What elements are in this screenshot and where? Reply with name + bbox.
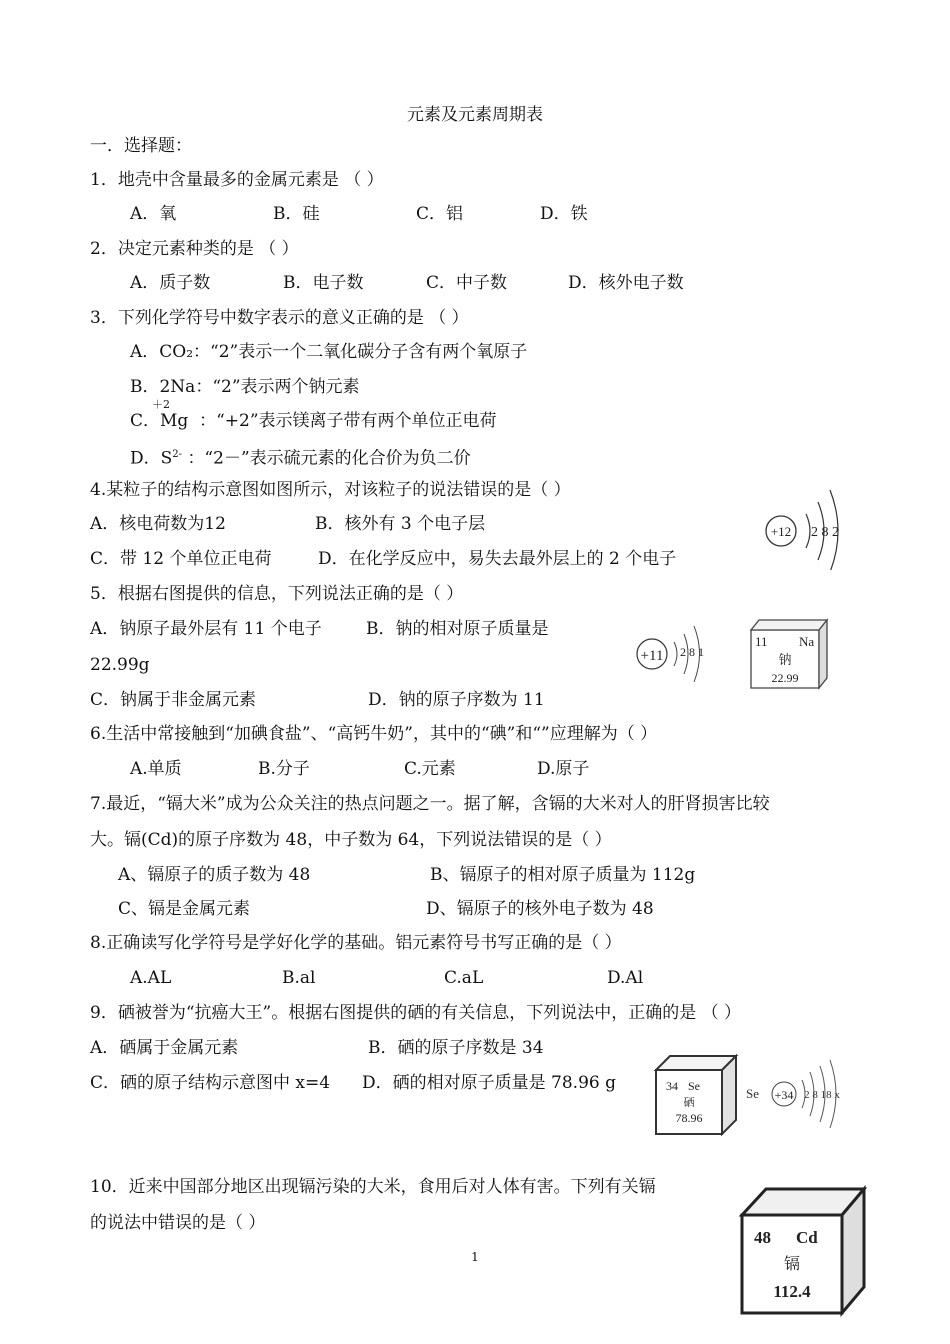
q3-c-superscript: ＋2 <box>152 398 170 411</box>
q8-option-d: D.Al <box>607 968 644 988</box>
q1-option-c: C．铝 <box>416 204 464 224</box>
q6-stem: 6.生活中常接触到“加碘食盐”、“高钙牛奶”，其中的“碘”和“”应理解为（ ） <box>90 724 658 744</box>
q10-element-symbol: Cd <box>796 1228 818 1247</box>
q8-option-a: A.AL <box>130 968 172 988</box>
q3-a-text: “2”表示一个二氧化碳分子含有两个氧原子 <box>210 342 528 362</box>
q5-shell-electrons: 2 8 1 <box>680 645 704 659</box>
q4-option-a: A．核电荷数为12 <box>90 514 226 534</box>
q7-option-c: C、镉是金属元素 <box>118 899 251 919</box>
q9-option-b: B．硒的原子序数是 34 <box>368 1038 544 1058</box>
q10-stem-line2: 的说法中错误的是（ ） <box>90 1213 266 1233</box>
q4-atom-structure-diagram <box>758 478 858 570</box>
q9-option-a: A．硒属于金属元素 <box>90 1038 239 1058</box>
q4-shell-electrons: 2 8 2 <box>811 525 839 540</box>
q5-option-d: D．钠的原子序数为 11 <box>368 690 545 710</box>
q9-shell-electrons: 2 8 18 x <box>804 1089 840 1101</box>
q6-option-a: A.单质 <box>130 759 182 779</box>
q9-atom-symbol: Se <box>746 1086 759 1101</box>
q5-element-name: 钠 <box>778 653 792 668</box>
q1-option-a: A．氧 <box>130 204 177 224</box>
q9-stem: 9．硒被誉为“抗癌大王”。根据右图提供的硒的有关信息，下列说法中，正确的是 （ ） <box>90 1003 742 1023</box>
q2-option-c: C．中子数 <box>426 273 508 293</box>
q1-option-b: B．硅 <box>273 204 320 224</box>
q10-atomic-number: 48 <box>754 1228 771 1247</box>
q9-option-d: D．硒的相对原子质量是 78.96 g <box>362 1073 616 1093</box>
q2-option-a: A．质子数 <box>130 273 211 293</box>
q1-stem: 1．地壳中含量最多的金属元素是 （ ） <box>90 170 384 190</box>
q7-option-b: B、镉原子的相对原子质量为 112g <box>430 865 696 885</box>
q3-a-symbol: A．CO₂： <box>130 342 211 362</box>
q9-atomic-number: 34 <box>666 1079 678 1093</box>
q5-option-b: B．钠的相对原子质量是 <box>366 619 549 639</box>
q3-d-superscript: 2- <box>172 449 183 460</box>
q3-c-symbol: C．Mg <box>130 411 189 431</box>
q6-option-d: D.原子 <box>537 759 590 779</box>
q1-option-d: D．铁 <box>540 204 588 224</box>
q9-element-symbol: Se <box>688 1079 700 1093</box>
q5-element-symbol: Na <box>799 634 815 649</box>
page-number: 1 <box>471 1250 479 1264</box>
q7-option-a: A、镉原子的质子数为 48 <box>118 865 311 885</box>
q10-atomic-mass: 112.4 <box>773 1282 811 1301</box>
q5-atomic-number: 11 <box>755 634 768 649</box>
q2-option-d: D．核外电子数 <box>568 273 684 293</box>
q2-stem: 2．决定元素种类的是 （ ） <box>90 239 299 259</box>
q9-element-name: 硒 <box>683 1096 695 1109</box>
q7-option-d: D、镉原子的核外电子数为 48 <box>426 899 654 919</box>
q3-option-a <box>130 341 527 363</box>
q9-nucleus-label: +34 <box>774 1088 794 1102</box>
q9-option-c: C．硒的原子结构示意图中 x=4 <box>90 1073 331 1093</box>
q5-element-cell <box>745 618 831 690</box>
q4-stem: 4.某粒子的结构示意图如图所示，对该粒子的说法错误的是（ ） <box>90 480 571 500</box>
q5-stem: 5．根据右图提供的信息，下列说法正确的是（ ） <box>90 584 464 604</box>
q6-option-b: B.分子 <box>258 759 310 779</box>
q5-option-a: A．钠原子最外层有 11 个电子 <box>90 619 322 639</box>
q5-atom-structure-diagram <box>632 620 724 688</box>
q6-option-c: C.元素 <box>404 759 456 779</box>
q4-option-d: D．在化学反应中，易失去最外层上的 2 个电子 <box>318 549 677 569</box>
q5-atomic-mass: 22.99 <box>771 671 799 685</box>
q7-stem-line1: 7.最近，“镉大米”成为公众关注的热点问题之一。据了解，含镉的大米对人的肝肾损害比较 <box>90 794 770 814</box>
q7-stem-line2: 大。镉(Cd)的原子序数为 48，中子数为 64，下列说法错误的是（ ） <box>90 830 612 850</box>
q3-option-d <box>130 444 471 470</box>
q9-atomic-mass: 78.96 <box>675 1111 703 1125</box>
q2-option-b: B．电子数 <box>283 273 364 293</box>
section-heading: 一．选择题： <box>90 136 192 156</box>
q9-atom-structure-diagram <box>744 1058 854 1130</box>
q3-option-c <box>130 410 497 432</box>
page-title: 元素及元素周期表 <box>407 105 543 125</box>
q5-option-b-continued: 22.99g <box>90 655 150 675</box>
q8-stem: 8.正确读写化学符号是学好化学的基础。铝元素符号书写正确的是（ ） <box>90 933 622 953</box>
q4-option-c: C．带 12 个单位正电荷 <box>90 549 272 569</box>
q3-d-text: ：“2－”表示硫元素的化合价为负二价 <box>187 448 471 469</box>
q3-d-symbol: D．S <box>130 448 173 469</box>
q5-nucleus-label: +11 <box>640 648 664 664</box>
q10-element-name: 镉 <box>783 1254 801 1273</box>
q3-c-text: ：“+2”表示镁离子带有两个单位正电荷 <box>199 411 497 431</box>
q5-option-c: C．钠属于非金属元素 <box>90 690 257 710</box>
q3-option-b: B．2Na：“2”表示两个钠元素 <box>130 377 360 397</box>
q4-option-b: B．核外有 3 个电子层 <box>315 514 486 534</box>
q3-stem: 3．下列化学符号中数字表示的意义正确的是 （ ） <box>90 308 469 328</box>
q8-option-b: B.al <box>282 968 316 988</box>
q4-nucleus-label: +12 <box>770 524 792 539</box>
q8-option-c: C.aL <box>444 968 484 988</box>
q10-stem-line1: 10．近来中国部分地区出现镉污染的大米，食用后对人体有害。下列有关镉 <box>90 1177 656 1197</box>
q9-element-cell <box>652 1052 742 1136</box>
